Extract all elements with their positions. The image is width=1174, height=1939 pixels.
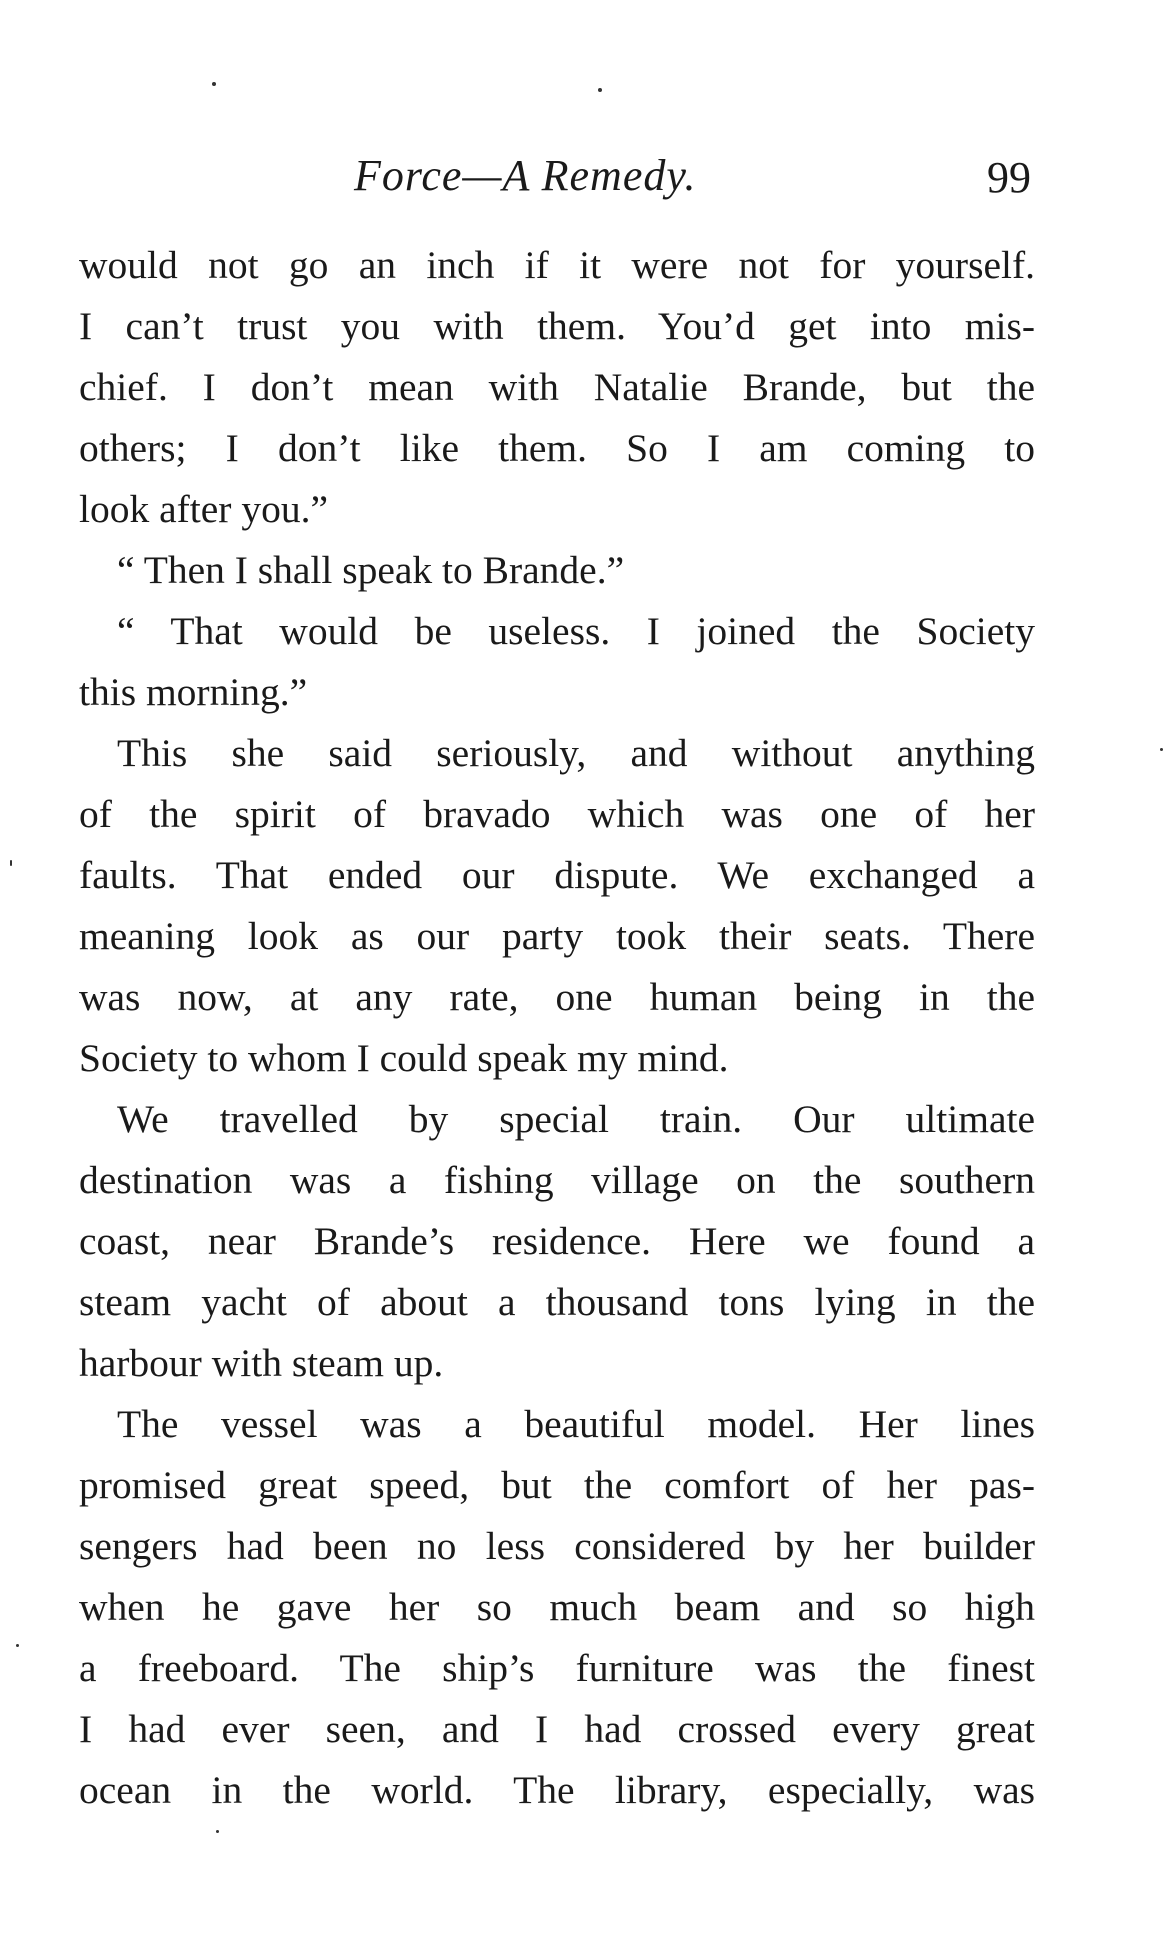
text-line: others; I don’t like them. So I am coming to — [79, 426, 1035, 470]
paragraph — [79, 235, 1035, 540]
page-header — [79, 150, 1035, 210]
text-line: I had ever seen, and I had crossed every great — [79, 1707, 1035, 1751]
text-line: look after you.” — [79, 487, 328, 531]
text-line: faults. That ended our dispute. We exchanged a — [79, 853, 1035, 897]
text-line: this morning.” — [79, 670, 308, 714]
text-line: when he gave her so much beam and so high — [79, 1585, 1035, 1629]
page-number: 99 — [987, 153, 1031, 202]
text-line: We travelled by special train. Our ultimate — [117, 1097, 1035, 1141]
print-speck — [16, 1644, 19, 1647]
text-line: The vessel was a beautiful model. Her lines — [117, 1402, 1035, 1446]
print-speck — [212, 82, 216, 86]
text-line: destination was a fishing village on the southern — [79, 1158, 1035, 1202]
text-line: Society to whom I could speak my mind. — [79, 1036, 729, 1080]
text-line: was now, at any rate, one human being in the — [79, 975, 1035, 1019]
text-line: would not go an inch if it were not for yourself. — [79, 243, 1035, 287]
text-line: harbour with steam up. — [79, 1341, 444, 1385]
text-line: promised great speed, but the comfort of her pas- — [79, 1463, 1035, 1507]
text-line: I can’t trust you with them. You’d get into mis- — [79, 304, 1035, 348]
paragraph — [79, 1394, 1035, 1821]
text-line: coast, near Brande’s residence. Here we found a — [79, 1219, 1035, 1263]
running-title: Force—A Remedy. — [354, 151, 697, 200]
print-speck — [598, 88, 602, 92]
text-line: “ That would be useless. I joined the Society — [117, 609, 1035, 653]
text-line: steam yacht of about a thousand tons lying in the — [79, 1280, 1035, 1324]
text-line: meaning look as our party took their seats. There — [79, 914, 1035, 958]
print-speck — [216, 1830, 219, 1833]
print-speck — [1160, 748, 1163, 751]
print-speck — [10, 860, 12, 866]
text-line: of the spirit of bravado which was one of her — [79, 792, 1035, 836]
paragraph — [79, 540, 1035, 601]
paragraph — [79, 723, 1035, 1089]
text-line: a freeboard. The ship’s furniture was the finest — [79, 1646, 1035, 1690]
paragraph — [79, 1089, 1035, 1394]
text-line: sengers had been no less considered by her builder — [79, 1524, 1035, 1568]
text-line: chief. I don’t mean with Natalie Brande, but the — [79, 365, 1035, 409]
body-text — [79, 235, 1035, 1821]
text-line: This she said seriously, and without anything — [117, 731, 1035, 775]
text-line: ocean in the world. The library, especially, was — [79, 1768, 1035, 1812]
text-line: “ Then I shall speak to Brande.” — [117, 548, 625, 592]
paragraph — [79, 601, 1035, 723]
